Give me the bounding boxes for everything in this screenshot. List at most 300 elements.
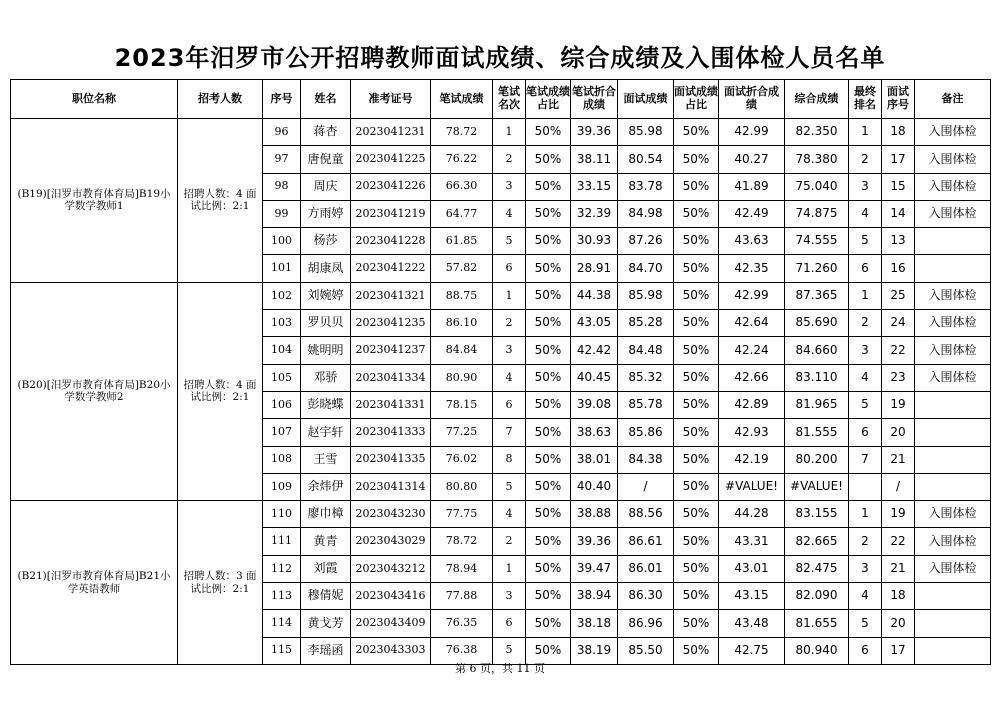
exam-id-cell: 2023041235: [351, 310, 431, 337]
page-title: 2023年汨罗市公开招聘教师面试成绩、综合成绩及入围体检人员名单: [114, 44, 886, 72]
written-converted-cell: 43.05: [571, 310, 618, 337]
written-ratio-cell: 50%: [526, 364, 571, 391]
header-cell: 备注: [915, 80, 991, 119]
interview-score-cell: 85.86: [618, 419, 674, 446]
remark-cell: 入围体检: [915, 146, 991, 173]
total-score-cell: 82.350: [785, 119, 849, 146]
header-cell: 笔试成绩: [431, 80, 493, 119]
written-converted-cell: 40.40: [571, 473, 618, 500]
seq-cell: 105: [263, 364, 301, 391]
interview-converted-cell: 42.49: [719, 200, 785, 227]
written-score-cell: 88.75: [431, 282, 493, 309]
interview-seq-cell: 23: [882, 364, 915, 391]
written-score-cell: 78.15: [431, 391, 493, 418]
interview-score-cell: 85.28: [618, 310, 674, 337]
position-cell: (B21)[汨罗市教育体育局]B21小学英语教师: [11, 501, 178, 665]
written-converted-cell: 33.15: [571, 173, 618, 200]
written-ratio-cell: 50%: [526, 583, 571, 610]
remark-cell: 入围体检: [915, 337, 991, 364]
table-body: [11, 119, 991, 665]
final-rank-cell: 3: [849, 173, 882, 200]
total-score-cell: 75.040: [785, 173, 849, 200]
written-rank-cell: 5: [493, 228, 526, 255]
interview-converted-cell: 42.35: [719, 255, 785, 282]
written-converted-cell: 44.38: [571, 282, 618, 309]
written-score-cell: 78.72: [431, 528, 493, 555]
position-cell: (B20)[汨罗市教育体育局]B20小学数学教师2: [11, 282, 178, 500]
interview-ratio-cell: 50%: [674, 637, 719, 664]
total-score-cell: 85.690: [785, 310, 849, 337]
exam-id-cell: 2023041222: [351, 255, 431, 282]
exam-id-cell: 2023041225: [351, 146, 431, 173]
exam-id-cell: 2023043212: [351, 555, 431, 582]
seq-cell: 112: [263, 555, 301, 582]
interview-ratio-cell: 50%: [674, 473, 719, 500]
final-rank-cell: 6: [849, 419, 882, 446]
interview-ratio-cell: 50%: [674, 501, 719, 528]
interview-ratio-cell: 50%: [674, 446, 719, 473]
interview-seq-cell: 17: [882, 146, 915, 173]
exam-id-cell: 2023043416: [351, 583, 431, 610]
seq-cell: 113: [263, 583, 301, 610]
interview-ratio-cell: 50%: [674, 228, 719, 255]
exam-id-cell: 2023041226: [351, 173, 431, 200]
written-score-cell: 77.88: [431, 583, 493, 610]
interview-seq-cell: 15: [882, 173, 915, 200]
exam-id-cell: 2023041219: [351, 200, 431, 227]
header-cell: 笔试成绩占比: [526, 80, 571, 119]
interview-ratio-cell: 50%: [674, 555, 719, 582]
written-score-cell: 86.10: [431, 310, 493, 337]
written-score-cell: 77.75: [431, 501, 493, 528]
seq-cell: 103: [263, 310, 301, 337]
interview-score-cell: 86.61: [618, 528, 674, 555]
seq-cell: 111: [263, 528, 301, 555]
interview-ratio-cell: 50%: [674, 255, 719, 282]
written-ratio-cell: 50%: [526, 446, 571, 473]
interview-ratio-cell: 50%: [674, 119, 719, 146]
written-converted-cell: 28.91: [571, 255, 618, 282]
interview-seq-cell: 21: [882, 555, 915, 582]
written-rank-cell: 2: [493, 528, 526, 555]
exam-id-cell: 2023041321: [351, 282, 431, 309]
interview-score-cell: 86.01: [618, 555, 674, 582]
interview-seq-cell: 14: [882, 200, 915, 227]
written-score-cell: 78.72: [431, 119, 493, 146]
written-ratio-cell: 50%: [526, 255, 571, 282]
interview-ratio-cell: 50%: [674, 310, 719, 337]
written-converted-cell: 38.88: [571, 501, 618, 528]
interview-score-cell: 85.32: [618, 364, 674, 391]
header-cell: 面试折合成绩: [719, 80, 785, 119]
interview-ratio-cell: 50%: [674, 337, 719, 364]
interview-ratio-cell: 50%: [674, 583, 719, 610]
name-cell: 李瑶函: [301, 637, 351, 664]
total-score-cell: 82.090: [785, 583, 849, 610]
interview-score-cell: 85.98: [618, 119, 674, 146]
interview-score-cell: 88.56: [618, 501, 674, 528]
header-cell: 综合成绩: [785, 80, 849, 119]
header-cell: 准考证号: [351, 80, 431, 119]
remark-cell: [915, 419, 991, 446]
name-cell: 刘霞: [301, 555, 351, 582]
name-cell: 蒋杏: [301, 119, 351, 146]
written-converted-cell: 42.42: [571, 337, 618, 364]
name-cell: 胡康凤: [301, 255, 351, 282]
interview-score-cell: 85.98: [618, 282, 674, 309]
interview-ratio-cell: 50%: [674, 391, 719, 418]
written-ratio-cell: 50%: [526, 119, 571, 146]
interview-score-cell: 84.38: [618, 446, 674, 473]
interview-score-cell: 84.48: [618, 337, 674, 364]
written-score-cell: 80.80: [431, 473, 493, 500]
name-cell: 黄青: [301, 528, 351, 555]
interview-seq-cell: 21: [882, 446, 915, 473]
remark-cell: 入围体检: [915, 310, 991, 337]
final-rank-cell: 4: [849, 583, 882, 610]
interview-ratio-cell: 50%: [674, 364, 719, 391]
seq-cell: 107: [263, 419, 301, 446]
seq-cell: 115: [263, 637, 301, 664]
name-cell: 方雨婷: [301, 200, 351, 227]
exam-id-cell: 2023043409: [351, 610, 431, 637]
name-cell: 黄戈芳: [301, 610, 351, 637]
name-cell: 赵宇轩: [301, 419, 351, 446]
total-score-cell: #VALUE!: [785, 473, 849, 500]
exam-id-cell: 2023043230: [351, 501, 431, 528]
remark-cell: 入围体检: [915, 200, 991, 227]
interview-seq-cell: 24: [882, 310, 915, 337]
header-cell: 笔试名次: [493, 80, 526, 119]
interview-converted-cell: #VALUE!: [719, 473, 785, 500]
header-cell: 序号: [263, 80, 301, 119]
interview-score-cell: 80.54: [618, 146, 674, 173]
written-converted-cell: 39.47: [571, 555, 618, 582]
table-header: [11, 80, 991, 119]
interview-score-cell: 87.26: [618, 228, 674, 255]
final-rank-cell: [849, 473, 882, 500]
seq-cell: 101: [263, 255, 301, 282]
remark-cell: 入围体检: [915, 555, 991, 582]
exam-id-cell: 2023041231: [351, 119, 431, 146]
name-cell: 唐倪童: [301, 146, 351, 173]
interview-ratio-cell: 50%: [674, 282, 719, 309]
remark-cell: [915, 473, 991, 500]
name-cell: 刘婉婷: [301, 282, 351, 309]
total-score-cell: 81.655: [785, 610, 849, 637]
interview-converted-cell: 43.15: [719, 583, 785, 610]
name-cell: 杨莎: [301, 228, 351, 255]
seq-cell: 114: [263, 610, 301, 637]
written-rank-cell: 6: [493, 391, 526, 418]
final-rank-cell: 5: [849, 610, 882, 637]
written-score-cell: 76.35: [431, 610, 493, 637]
written-ratio-cell: 50%: [526, 228, 571, 255]
written-rank-cell: 7: [493, 419, 526, 446]
remark-cell: 入围体检: [915, 364, 991, 391]
exam-id-cell: 2023041237: [351, 337, 431, 364]
exam-id-cell: 2023041331: [351, 391, 431, 418]
written-score-cell: 84.84: [431, 337, 493, 364]
written-score-cell: 76.38: [431, 637, 493, 664]
name-cell: 彭晓蝶: [301, 391, 351, 418]
interview-score-cell: 86.96: [618, 610, 674, 637]
final-rank-cell: 2: [849, 528, 882, 555]
remark-cell: [915, 446, 991, 473]
written-rank-cell: 2: [493, 310, 526, 337]
written-converted-cell: 38.63: [571, 419, 618, 446]
final-rank-cell: 3: [849, 555, 882, 582]
final-rank-cell: 3: [849, 337, 882, 364]
written-score-cell: 76.22: [431, 146, 493, 173]
interview-seq-cell: 19: [882, 391, 915, 418]
seq-cell: 97: [263, 146, 301, 173]
exam-id-cell: 2023041333: [351, 419, 431, 446]
results-table: [10, 79, 991, 665]
interview-converted-cell: 42.64: [719, 310, 785, 337]
exam-id-cell: 2023041335: [351, 446, 431, 473]
seq-cell: 98: [263, 173, 301, 200]
name-cell: 王雪: [301, 446, 351, 473]
seq-cell: 106: [263, 391, 301, 418]
final-rank-cell: 1: [849, 501, 882, 528]
interview-score-cell: 85.78: [618, 391, 674, 418]
recruit-cell: 招聘人数：4 面试比例：2:1: [178, 282, 263, 500]
written-ratio-cell: 50%: [526, 282, 571, 309]
exam-id-cell: 2023041314: [351, 473, 431, 500]
interview-seq-cell: 22: [882, 528, 915, 555]
page-footer: 第 6 页，共 11 页: [455, 662, 545, 675]
interview-converted-cell: 41.89: [719, 173, 785, 200]
written-score-cell: 78.94: [431, 555, 493, 582]
name-cell: 邓骄: [301, 364, 351, 391]
written-converted-cell: 38.11: [571, 146, 618, 173]
interview-seq-cell: 20: [882, 419, 915, 446]
name-cell: 穆倩妮: [301, 583, 351, 610]
exam-id-cell: 2023043303: [351, 637, 431, 664]
header-cell: 最终排名: [849, 80, 882, 119]
header-cell: 面试成绩占比: [674, 80, 719, 119]
total-score-cell: 80.940: [785, 637, 849, 664]
seq-cell: 108: [263, 446, 301, 473]
interview-seq-cell: 20: [882, 610, 915, 637]
total-score-cell: 87.365: [785, 282, 849, 309]
final-rank-cell: 6: [849, 255, 882, 282]
final-rank-cell: 1: [849, 119, 882, 146]
interview-seq-cell: 22: [882, 337, 915, 364]
interview-score-cell: 84.98: [618, 200, 674, 227]
written-rank-cell: 2: [493, 146, 526, 173]
total-score-cell: 82.665: [785, 528, 849, 555]
remark-cell: 入围体检: [915, 282, 991, 309]
seq-cell: 109: [263, 473, 301, 500]
written-ratio-cell: 50%: [526, 473, 571, 500]
name-cell: 罗贝贝: [301, 310, 351, 337]
final-rank-cell: 4: [849, 200, 882, 227]
written-converted-cell: 38.18: [571, 610, 618, 637]
remark-cell: [915, 228, 991, 255]
interview-ratio-cell: 50%: [674, 173, 719, 200]
seq-cell: 99: [263, 200, 301, 227]
interview-converted-cell: 42.75: [719, 637, 785, 664]
written-converted-cell: 38.19: [571, 637, 618, 664]
written-rank-cell: 6: [493, 255, 526, 282]
interview-seq-cell: 16: [882, 255, 915, 282]
interview-converted-cell: 42.93: [719, 419, 785, 446]
header-cell: 笔试折合成绩: [571, 80, 618, 119]
seq-cell: 104: [263, 337, 301, 364]
interview-ratio-cell: 50%: [674, 610, 719, 637]
written-ratio-cell: 50%: [526, 310, 571, 337]
exam-id-cell: 2023041334: [351, 364, 431, 391]
interview-score-cell: 83.78: [618, 173, 674, 200]
final-rank-cell: 5: [849, 391, 882, 418]
exam-id-cell: 2023041228: [351, 228, 431, 255]
written-ratio-cell: 50%: [526, 200, 571, 227]
table-row: [11, 119, 991, 146]
total-score-cell: 80.200: [785, 446, 849, 473]
header-cell: 招考人数: [178, 80, 263, 119]
total-score-cell: 84.660: [785, 337, 849, 364]
header-cell: 面试序号: [882, 80, 915, 119]
written-rank-cell: 5: [493, 637, 526, 664]
written-score-cell: 80.90: [431, 364, 493, 391]
remark-cell: [915, 391, 991, 418]
name-cell: 余炜伊: [301, 473, 351, 500]
recruit-cell: 招聘人数：3 面试比例：2:1: [178, 501, 263, 665]
written-ratio-cell: 50%: [526, 528, 571, 555]
remark-cell: [915, 610, 991, 637]
interview-seq-cell: /: [882, 473, 915, 500]
interview-converted-cell: 43.01: [719, 555, 785, 582]
written-ratio-cell: 50%: [526, 146, 571, 173]
interview-seq-cell: 18: [882, 119, 915, 146]
written-rank-cell: 1: [493, 282, 526, 309]
table-row: [11, 282, 991, 309]
total-score-cell: 81.555: [785, 419, 849, 446]
written-converted-cell: 39.36: [571, 528, 618, 555]
written-converted-cell: 40.45: [571, 364, 618, 391]
name-cell: 廖巾樟: [301, 501, 351, 528]
seq-cell: 96: [263, 119, 301, 146]
position-cell: (B19)[汨罗市教育体育局]B19小学数学教师1: [11, 119, 178, 283]
final-rank-cell: 1: [849, 282, 882, 309]
written-score-cell: 66.30: [431, 173, 493, 200]
written-ratio-cell: 50%: [526, 555, 571, 582]
remark-cell: [915, 255, 991, 282]
final-rank-cell: 2: [849, 310, 882, 337]
interview-seq-cell: 17: [882, 637, 915, 664]
name-cell: 姚明明: [301, 337, 351, 364]
written-score-cell: 57.82: [431, 255, 493, 282]
total-score-cell: 74.875: [785, 200, 849, 227]
written-rank-cell: 1: [493, 119, 526, 146]
remark-cell: [915, 583, 991, 610]
written-rank-cell: 3: [493, 583, 526, 610]
written-ratio-cell: 50%: [526, 391, 571, 418]
total-score-cell: 83.110: [785, 364, 849, 391]
written-score-cell: 61.85: [431, 228, 493, 255]
name-cell: 周庆: [301, 173, 351, 200]
written-converted-cell: 38.94: [571, 583, 618, 610]
header-row: [11, 80, 991, 119]
remark-cell: 入围体检: [915, 501, 991, 528]
final-rank-cell: 5: [849, 228, 882, 255]
interview-converted-cell: 43.63: [719, 228, 785, 255]
interview-ratio-cell: 50%: [674, 200, 719, 227]
table-row: [11, 501, 991, 528]
interview-score-cell: /: [618, 473, 674, 500]
written-rank-cell: 6: [493, 610, 526, 637]
written-ratio-cell: 50%: [526, 173, 571, 200]
written-converted-cell: 39.36: [571, 119, 618, 146]
written-ratio-cell: 50%: [526, 419, 571, 446]
written-rank-cell: 5: [493, 473, 526, 500]
total-score-cell: 83.155: [785, 501, 849, 528]
total-score-cell: 82.475: [785, 555, 849, 582]
written-converted-cell: 30.93: [571, 228, 618, 255]
remark-cell: 入围体检: [915, 119, 991, 146]
seq-cell: 100: [263, 228, 301, 255]
interview-score-cell: 85.50: [618, 637, 674, 664]
header-cell: 职位名称: [11, 80, 178, 119]
interview-ratio-cell: 50%: [674, 419, 719, 446]
final-rank-cell: 6: [849, 637, 882, 664]
exam-id-cell: 2023043029: [351, 528, 431, 555]
interview-score-cell: 86.30: [618, 583, 674, 610]
interview-converted-cell: 42.89: [719, 391, 785, 418]
written-rank-cell: 4: [493, 364, 526, 391]
interview-converted-cell: 42.19: [719, 446, 785, 473]
seq-cell: 110: [263, 501, 301, 528]
written-converted-cell: 39.08: [571, 391, 618, 418]
written-rank-cell: 1: [493, 555, 526, 582]
written-score-cell: 76.02: [431, 446, 493, 473]
header-cell: 姓名: [301, 80, 351, 119]
written-ratio-cell: 50%: [526, 501, 571, 528]
interview-seq-cell: 18: [882, 583, 915, 610]
interview-converted-cell: 44.28: [719, 501, 785, 528]
recruit-cell: 招聘人数：4 面试比例：2:1: [178, 119, 263, 283]
written-ratio-cell: 50%: [526, 337, 571, 364]
interview-seq-cell: 25: [882, 282, 915, 309]
interview-converted-cell: 42.99: [719, 119, 785, 146]
seq-cell: 102: [263, 282, 301, 309]
written-ratio-cell: 50%: [526, 610, 571, 637]
interview-converted-cell: 42.66: [719, 364, 785, 391]
written-rank-cell: 3: [493, 337, 526, 364]
total-score-cell: 81.965: [785, 391, 849, 418]
interview-converted-cell: 43.31: [719, 528, 785, 555]
total-score-cell: 78.380: [785, 146, 849, 173]
interview-ratio-cell: 50%: [674, 146, 719, 173]
interview-seq-cell: 19: [882, 501, 915, 528]
final-rank-cell: 7: [849, 446, 882, 473]
written-rank-cell: 8: [493, 446, 526, 473]
written-score-cell: 77.25: [431, 419, 493, 446]
written-score-cell: 64.77: [431, 200, 493, 227]
written-ratio-cell: 50%: [526, 637, 571, 664]
interview-seq-cell: 13: [882, 228, 915, 255]
total-score-cell: 71.260: [785, 255, 849, 282]
written-converted-cell: 32.39: [571, 200, 618, 227]
remark-cell: 入围体检: [915, 528, 991, 555]
written-rank-cell: 3: [493, 173, 526, 200]
interview-converted-cell: 42.99: [719, 282, 785, 309]
interview-converted-cell: 40.27: [719, 146, 785, 173]
header-cell: 面试成绩: [618, 80, 674, 119]
total-score-cell: 74.555: [785, 228, 849, 255]
